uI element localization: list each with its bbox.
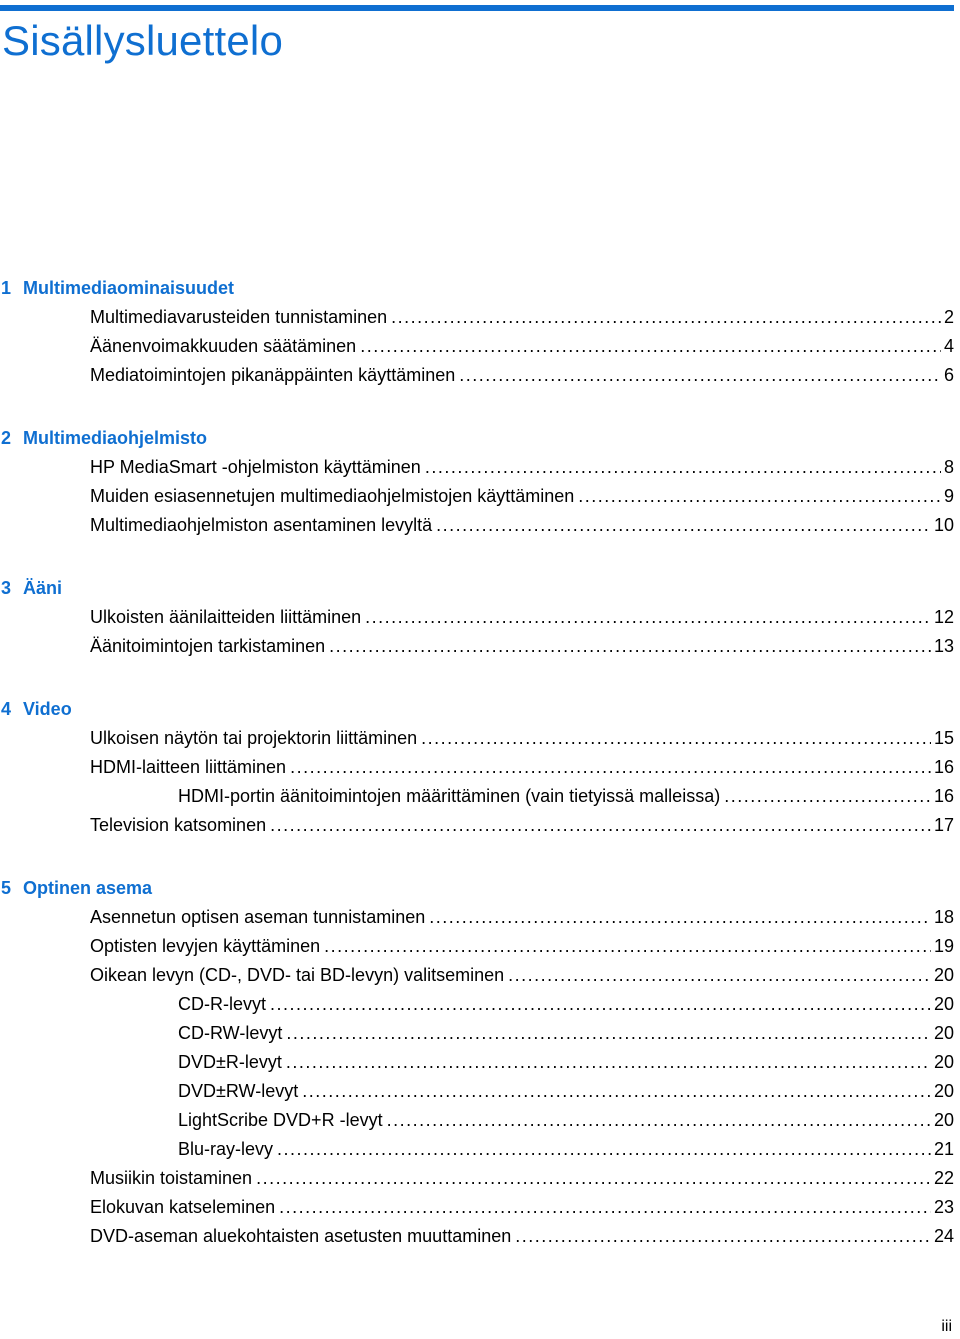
- toc-entry[interactable]: [0, 511, 954, 540]
- dot-leader: [286, 1048, 931, 1077]
- toc-subentry[interactable]: [0, 1106, 954, 1135]
- toc-entry-page: 20: [933, 1023, 954, 1043]
- chapter-heading[interactable]: [0, 574, 954, 603]
- dot-leader: [365, 603, 931, 632]
- toc-subentry[interactable]: [0, 1048, 954, 1077]
- toc-entry-page: 20: [933, 965, 954, 985]
- toc-entry-page: 22: [933, 1168, 954, 1188]
- dot-leader: [436, 511, 931, 540]
- toc-entry-label: Äänitoimintojen tarkistaminen: [90, 636, 326, 656]
- chapter-3: [0, 574, 954, 661]
- dot-leader: [724, 782, 931, 811]
- toc-entry-label: Multimediaohjelmiston asentaminen levyltä: [90, 515, 433, 535]
- toc-entry-page: 16: [933, 757, 954, 777]
- toc-entry-page: 12: [933, 607, 954, 627]
- toc-entry-label: CD-R-levyt: [178, 994, 266, 1014]
- chapter-title: Video: [23, 699, 72, 719]
- toc-entry[interactable]: [0, 482, 954, 511]
- toc-entry-label: Oikean levyn (CD-, DVD- tai BD-levyn) valitseminen: [90, 965, 505, 985]
- toc-entry-page: 20: [933, 1081, 954, 1101]
- toc-entry[interactable]: [0, 453, 954, 482]
- toc-entry-page: 23: [933, 1197, 954, 1217]
- toc-entry-page: 19: [933, 936, 954, 956]
- toc-entry[interactable]: [0, 1222, 954, 1251]
- dot-leader: [425, 453, 941, 482]
- toc-entry-page: 20: [933, 1110, 954, 1130]
- chapter-title: Multimediaohjelmisto: [23, 428, 208, 448]
- toc-entry-label: Optisten levyjen käyttäminen: [90, 936, 321, 956]
- chapter-title: Ääni: [23, 578, 63, 598]
- toc-entry-page: 21: [933, 1139, 954, 1159]
- toc-entry[interactable]: [0, 303, 954, 332]
- dot-leader: [459, 361, 941, 390]
- page-title: Sisällysluettelo: [2, 17, 283, 64]
- chapter-heading[interactable]: [0, 274, 954, 303]
- toc-entry-page: 20: [933, 994, 954, 1014]
- chapter-title: Optinen asema: [23, 878, 153, 898]
- toc-entry[interactable]: [0, 903, 954, 932]
- toc-subentry[interactable]: [0, 990, 954, 1019]
- dot-leader: [290, 753, 931, 782]
- dot-leader: [387, 1106, 931, 1135]
- toc-entry-label: HDMI-laitteen liittäminen: [90, 757, 287, 777]
- dot-leader: [277, 1135, 931, 1164]
- toc-entry-page: 24: [933, 1226, 954, 1246]
- toc-entry[interactable]: [0, 724, 954, 753]
- chapter-number: 2: [1, 428, 12, 448]
- dot-leader: [360, 332, 941, 361]
- dot-leader: [515, 1222, 931, 1251]
- dot-leader: [421, 724, 931, 753]
- toc-subentry[interactable]: [0, 1019, 954, 1048]
- dot-leader: [508, 961, 931, 990]
- chapter-heading[interactable]: [0, 874, 954, 903]
- toc-entry-label: DVD-aseman aluekohtaisten asetusten muuttaminen: [90, 1226, 512, 1246]
- toc-entry-page: 17: [933, 815, 954, 835]
- toc-entry[interactable]: [0, 332, 954, 361]
- dot-leader: [329, 632, 931, 661]
- toc-entry-page: 8: [943, 457, 954, 477]
- toc-entry[interactable]: [0, 632, 954, 661]
- toc-entry-label: Blu-ray-levy: [178, 1139, 274, 1159]
- toc-entry-page: 9: [943, 486, 954, 506]
- toc-entry[interactable]: [0, 753, 954, 782]
- chapter-heading[interactable]: [0, 695, 954, 724]
- toc-entry-page: 10: [933, 515, 954, 535]
- toc-entry-label: HP MediaSmart -ohjelmiston käyttäminen: [90, 457, 421, 477]
- chapter-2: [0, 424, 954, 540]
- toc-entry-label: Ulkoisten äänilaitteiden liittäminen: [90, 607, 362, 627]
- toc-entry-page: 2: [943, 307, 954, 327]
- dot-leader: [429, 903, 931, 932]
- toc-entry-page: 6: [943, 365, 954, 385]
- chapter-4: [0, 695, 954, 840]
- toc-subentry[interactable]: [0, 782, 954, 811]
- toc-entry[interactable]: [0, 603, 954, 632]
- toc-entry[interactable]: [0, 361, 954, 390]
- toc-entry-label: Elokuvan katseleminen: [90, 1197, 276, 1217]
- toc-entry-page: 16: [933, 786, 954, 806]
- chapter-title: Multimediaominaisuudet: [23, 278, 235, 298]
- dot-leader: [324, 932, 931, 961]
- toc-entry-label: Multimediavarusteiden tunnistaminen: [90, 307, 388, 327]
- dot-leader: [302, 1077, 931, 1106]
- toc-entry-label: CD-RW-levyt: [178, 1023, 283, 1043]
- top-rule: [0, 5, 954, 11]
- chapter-1: [0, 274, 954, 390]
- dot-leader: [270, 811, 931, 840]
- toc-subentry[interactable]: [0, 1135, 954, 1164]
- dot-leader: [279, 1193, 931, 1222]
- chapter-number: 4: [1, 699, 12, 719]
- toc-entry[interactable]: [0, 811, 954, 840]
- chapter-number: 5: [1, 878, 12, 898]
- toc-entry-label: Musiikin toistaminen: [90, 1168, 253, 1188]
- toc-entry-label: LightScribe DVD+R -levyt: [178, 1110, 383, 1130]
- toc-entry-page: 15: [933, 728, 954, 748]
- toc-entry-page: 4: [943, 336, 954, 356]
- toc-entry-label: Television katsominen: [90, 815, 267, 835]
- toc-subentry[interactable]: [0, 1077, 954, 1106]
- toc-entry-label: DVD±RW-levyt: [178, 1081, 299, 1101]
- toc-entry-label: DVD±R-levyt: [178, 1052, 282, 1072]
- dot-leader: [578, 482, 941, 511]
- dot-leader: [391, 303, 941, 332]
- toc-entry[interactable]: [0, 1193, 954, 1222]
- toc-entry-page: 13: [933, 636, 954, 656]
- toc-entry[interactable]: [0, 961, 954, 990]
- toc-entry-label: Mediatoimintojen pikanäppäinten käyttäminen: [90, 365, 456, 385]
- chapter-number: 1: [1, 278, 12, 298]
- toc-entry-label: Asennetun optisen aseman tunnistaminen: [90, 907, 426, 927]
- toc-entry-label: Muiden esiasennetujen multimediaohjelmistojen käyttäminen: [90, 486, 575, 506]
- toc-entry-label: Ulkoisen näytön tai projektorin liittäminen: [90, 728, 418, 748]
- toc-entry-label: HDMI-portin äänitoimintojen määrittäminen (vain tietyissä malleissa): [178, 786, 721, 806]
- dot-leader: [270, 990, 931, 1019]
- toc-entry-page: 18: [933, 907, 954, 927]
- dot-leader: [256, 1164, 931, 1193]
- chapter-5: [0, 874, 954, 1251]
- dot-leader: [286, 1019, 931, 1048]
- page-number: iii: [941, 1318, 952, 1335]
- table-of-contents: [0, 274, 954, 1251]
- chapter-number: 3: [1, 578, 12, 598]
- toc-entry-label: Äänenvoimakkuuden säätäminen: [90, 336, 357, 356]
- toc-entry[interactable]: [0, 932, 954, 961]
- toc-entry[interactable]: [0, 1164, 954, 1193]
- toc-entry-page: 20: [933, 1052, 954, 1072]
- chapter-heading[interactable]: [0, 424, 954, 453]
